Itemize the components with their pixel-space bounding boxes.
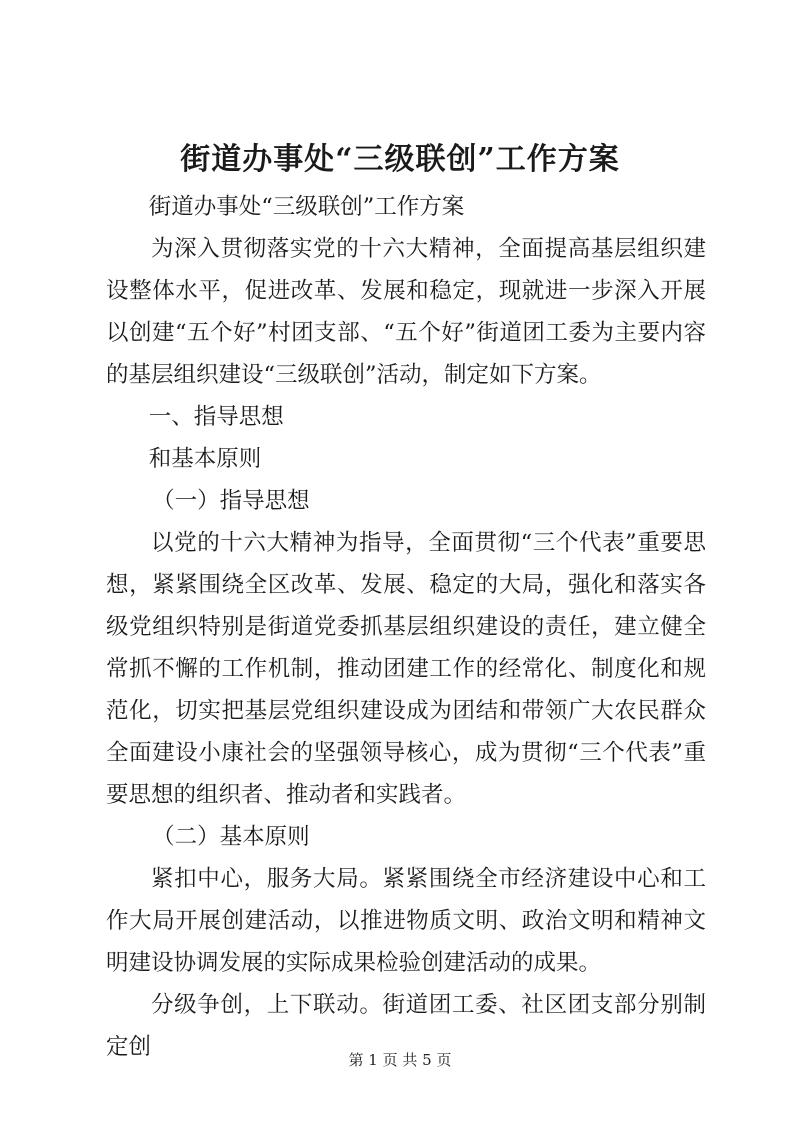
paragraph-intro: 为深入贯彻落实党的十六大精神，全面提高基层组织建设整体水平，促进改革、发展和稳定，现就进一步深入开展以创建“五个好”村团支部、“五个好”街道团工委为主要内容的基层组织建设“三级联创”活动，制定如下方案。 [106,236,706,388]
paragraph-guiding-ideology: 以党的十六大精神为指导，全面贯彻“三个代表”重要思想，紧紧围绕全区改革、发展、稳定的大局，强化和落实各级党组织特别是街道党委抓基层组织建设的责任，建立健全常抓不懈的工作机制，推动团建工作的经常化、制度化和规范化，切实把基层党组织建设成为团结和带领广大农民群众全面建设小康社会的坚强领导核心，成为贯彻“三个代表”重要思想的组织者、推动者和实践者。 [106,530,706,808]
heading-guiding-ideology: （一）指导思想 [152,488,310,514]
heading-basic-principles: （二）基本原则 [152,824,310,850]
paragraph-principle-tiered: 分级争创，上下联动。街道团工委、社区团支部分别制定创 [106,992,706,1060]
document-title: 街道办事处“三级联创”工作方案 [180,142,620,177]
heading-guiding-principles-part2: 和基本原则 [148,446,262,472]
paragraph-principle-focus: 紧扣中心，服务大局。紧紧围绕全市经济建设中心和工作大局开展创建活动，以推进物质文明、政治文明和精神文明建设协调发展的实际成果检验创建活动的成果。 [106,866,706,976]
page-number-footer: 第 1 页 共 5 页 [348,1051,452,1069]
heading-guiding-principles-part1: 一、指导思想 [148,404,284,430]
document-body [106,186,706,1068]
document-subtitle: 街道办事处“三级联创”工作方案 [148,194,465,220]
